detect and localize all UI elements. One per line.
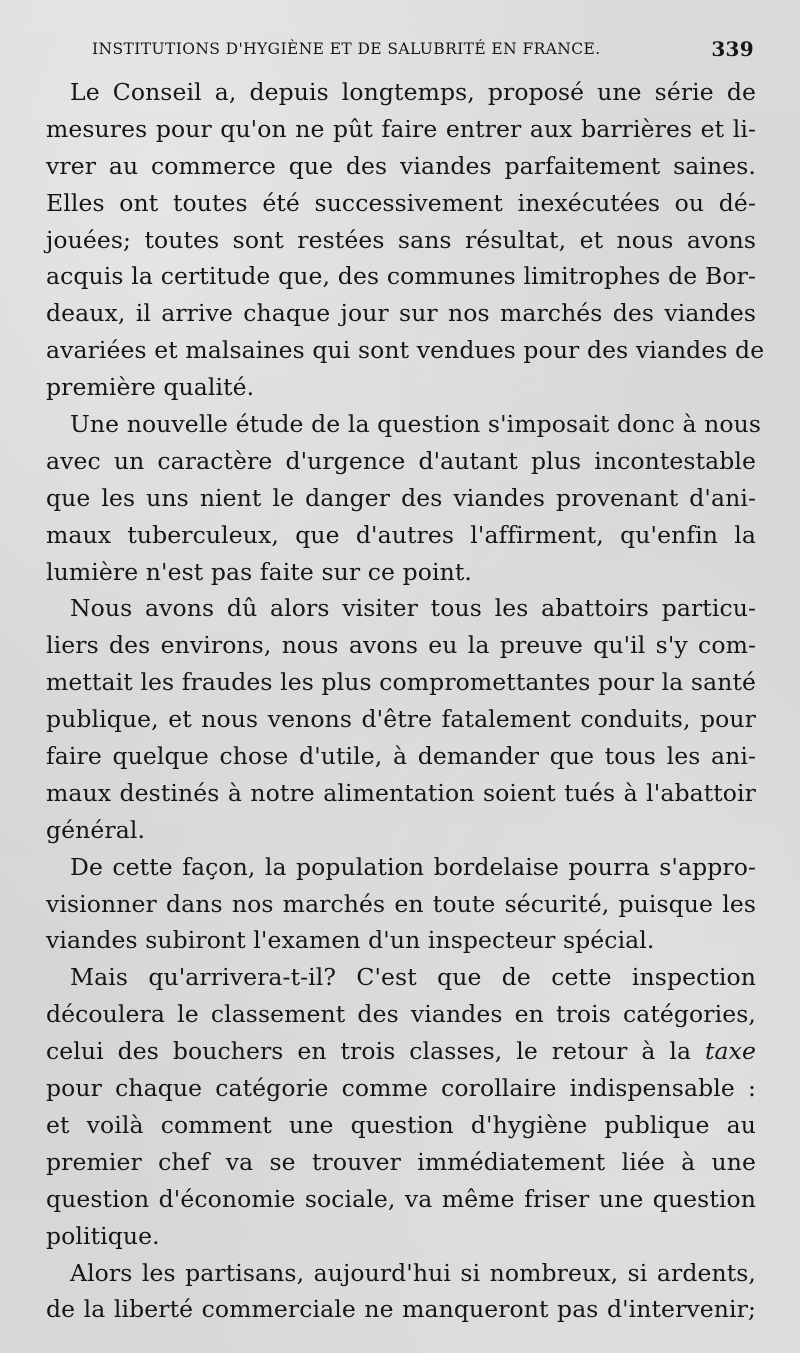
text-line: Nous avons dû alors visiter tous les abattoirs particu- (70, 594, 756, 623)
text-line: découlera le classement des viandes en trois catégories, (46, 1000, 756, 1029)
text-line: maux tuberculeux, que d'autres l'affirment, qu'enfin la (46, 520, 756, 549)
text-line: Mais qu'arrivera-t-il? C'est que de cette inspection (70, 963, 756, 992)
body-text (46, 74, 765, 1328)
text-line: celui des bouchers en trois classes, le retour à la taxe (46, 1037, 756, 1066)
text-line: maux destinés à notre alimentation soient tués à l'abattoir (46, 778, 756, 807)
text-line: mesures pour qu'on ne pût faire entrer aux barrières et li- (46, 114, 756, 143)
italic-word: taxe (704, 1037, 756, 1066)
text-line: Alors les partisans, aujourd'hui si nombreux, si ardents, (70, 1258, 756, 1287)
text-line: Une nouvelle étude de la question s'imposait donc à nous (70, 410, 762, 439)
text-line: de la liberté commerciale ne manqueront pas d'intervenir; (46, 1295, 756, 1324)
text-line: faire quelque chose d'utile, à demander que tous les ani- (46, 742, 756, 771)
text-line: Elles ont toutes été successivement inexécutées ou dé- (46, 188, 756, 217)
text-line: viandes subiront l'examen d'un inspecteur spécial. (46, 926, 655, 955)
text-line: De cette façon, la population bordelaise pourra s'appro- (70, 852, 756, 881)
text-line: Le Conseil a, depuis longtemps, proposé une série de (70, 78, 756, 106)
text-line: premier chef va se trouver immédiatement liée à une (46, 1147, 756, 1176)
text-line: et voilà comment une question d'hygiène publique au (46, 1110, 756, 1139)
text-line: acquis la certitude que, des communes limitrophes de Bor- (46, 262, 756, 291)
text-line: deaux, il arrive chaque jour sur nos marchés des viandes (46, 299, 756, 328)
text-line: général. (46, 815, 146, 844)
text-line: politique. (46, 1221, 160, 1250)
text-line: vrer au commerce que des viandes parfaitement saines. (46, 151, 756, 180)
page-number: 339 (711, 37, 754, 61)
running-head (92, 34, 762, 64)
text-line: pour chaque catégorie comme corollaire indispensable : (46, 1074, 756, 1103)
text-line: première qualité. (46, 373, 255, 402)
running-title: INSTITUTIONS D'HYGIÈNE ET DE SALUBRITÉ EN FRANCE. (92, 40, 601, 58)
text-line: mettait les fraudes les plus compromettantes pour la santé (46, 668, 756, 697)
text-line: question d'économie sociale, va même friser une question (46, 1184, 756, 1213)
text-line: avariées et malsaines qui sont vendues pour des viandes de (46, 336, 765, 365)
text-line: avec un caractère d'urgence d'autant plus incontestable (46, 446, 756, 475)
text-line: liers des environs, nous avons eu la preuve qu'il s'y com- (46, 631, 756, 660)
text-line: lumière n'est pas faite sur ce point. (46, 557, 472, 586)
text-line: que les uns nient le danger des viandes provenant d'ani- (46, 483, 756, 512)
text-line: publique, et nous venons d'être fatalement conduits, pour (46, 705, 756, 734)
text-line: visionner dans nos marchés en toute sécurité, puisque les (46, 889, 756, 918)
text-line: jouées; toutes sont restées sans résultat, et nous avons (46, 225, 756, 254)
